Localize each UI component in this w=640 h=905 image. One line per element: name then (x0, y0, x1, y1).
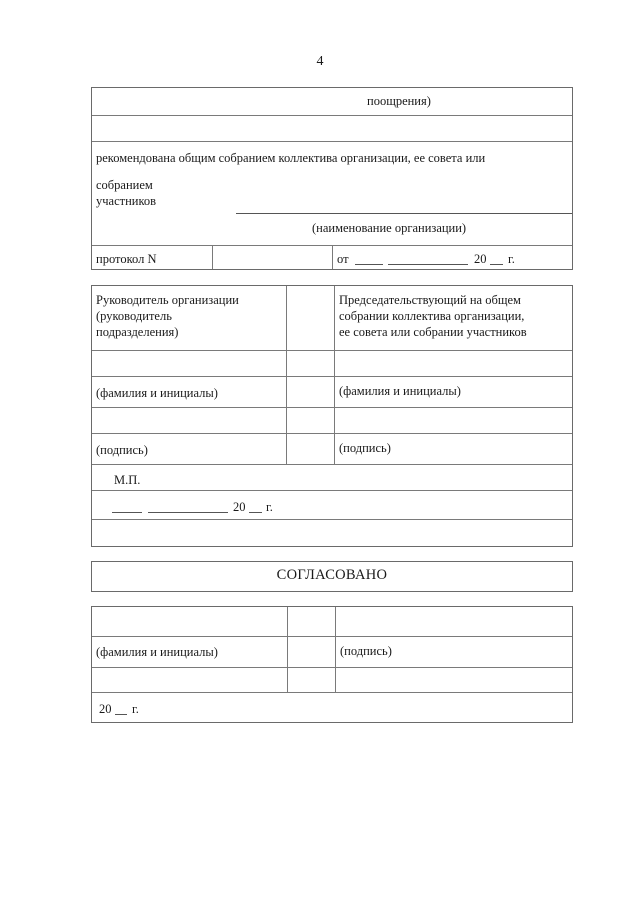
seal-label: М.П. (114, 473, 141, 487)
date-year-blank (115, 714, 127, 715)
date-year-suffix: г. (266, 500, 273, 514)
cell-divider (332, 245, 333, 269)
column-divider (287, 607, 288, 692)
name-caption-left: (фамилия и инициалы) (96, 386, 218, 400)
chair-label-line2: собрании коллектива организации, (339, 309, 525, 323)
date-day-blank (112, 512, 142, 513)
row-divider (92, 433, 572, 434)
approved-title: СОГЛАСОВАНО (276, 567, 388, 583)
row-divider (92, 115, 572, 116)
assembly-text-line1: собранием (96, 178, 153, 192)
approval-table (91, 606, 573, 723)
row-divider (92, 667, 572, 668)
signature-caption-right: (подпись) (339, 441, 391, 455)
date-year-blank (249, 512, 262, 513)
assembly-text-line2: участников (96, 194, 157, 208)
signatures-table (91, 285, 573, 547)
row-divider (92, 519, 572, 520)
name-caption: (фамилия и инициалы) (96, 645, 218, 659)
row-divider (92, 464, 572, 465)
name-caption-right: (фамилия и инициалы) (339, 384, 461, 398)
date-month-blank (148, 512, 228, 513)
date-year-suffix: г. (508, 252, 515, 266)
signature-caption: (подпись) (340, 644, 392, 658)
approved-banner (91, 561, 573, 592)
protocol-label: протокол N (96, 252, 157, 266)
date-year: 20 (233, 500, 246, 514)
row-divider (92, 376, 572, 377)
signature-caption-left: (подпись) (96, 443, 148, 457)
head-label-line1: Руководитель организации (96, 293, 239, 307)
date-from-label: от (337, 252, 349, 266)
chair-label-line3: ее совета или собрании участников (339, 325, 527, 339)
column-divider (286, 286, 287, 464)
cell-divider (212, 245, 213, 269)
column-divider (335, 607, 336, 692)
head-label-line3: подразделения) (96, 325, 179, 339)
column-divider (334, 286, 335, 464)
organization-name-caption: (наименование организации) (312, 221, 467, 235)
row-divider (92, 141, 572, 142)
row-divider (92, 490, 572, 491)
chair-label-line1: Председательствующий на общем (339, 293, 521, 307)
date-month-blank (388, 264, 468, 265)
date-year: 20 (474, 252, 487, 266)
date-year-blank (490, 264, 503, 265)
head-label-line2: (руководитель (96, 309, 172, 323)
recommended-text: рекомендована общим собранием коллектива организации, ее совета или (96, 151, 486, 165)
date-year-suffix: г. (132, 702, 139, 716)
organization-name-underline (236, 213, 572, 214)
date-year: 20 (99, 702, 112, 716)
page-number: 4 (316, 54, 324, 69)
row-divider (92, 407, 572, 408)
row-divider (92, 636, 572, 637)
row-divider (92, 692, 572, 693)
row-divider (92, 350, 572, 351)
encouragement-text: поощрения) (367, 94, 431, 108)
recommendation-table (91, 87, 573, 270)
date-day-blank (355, 264, 383, 265)
